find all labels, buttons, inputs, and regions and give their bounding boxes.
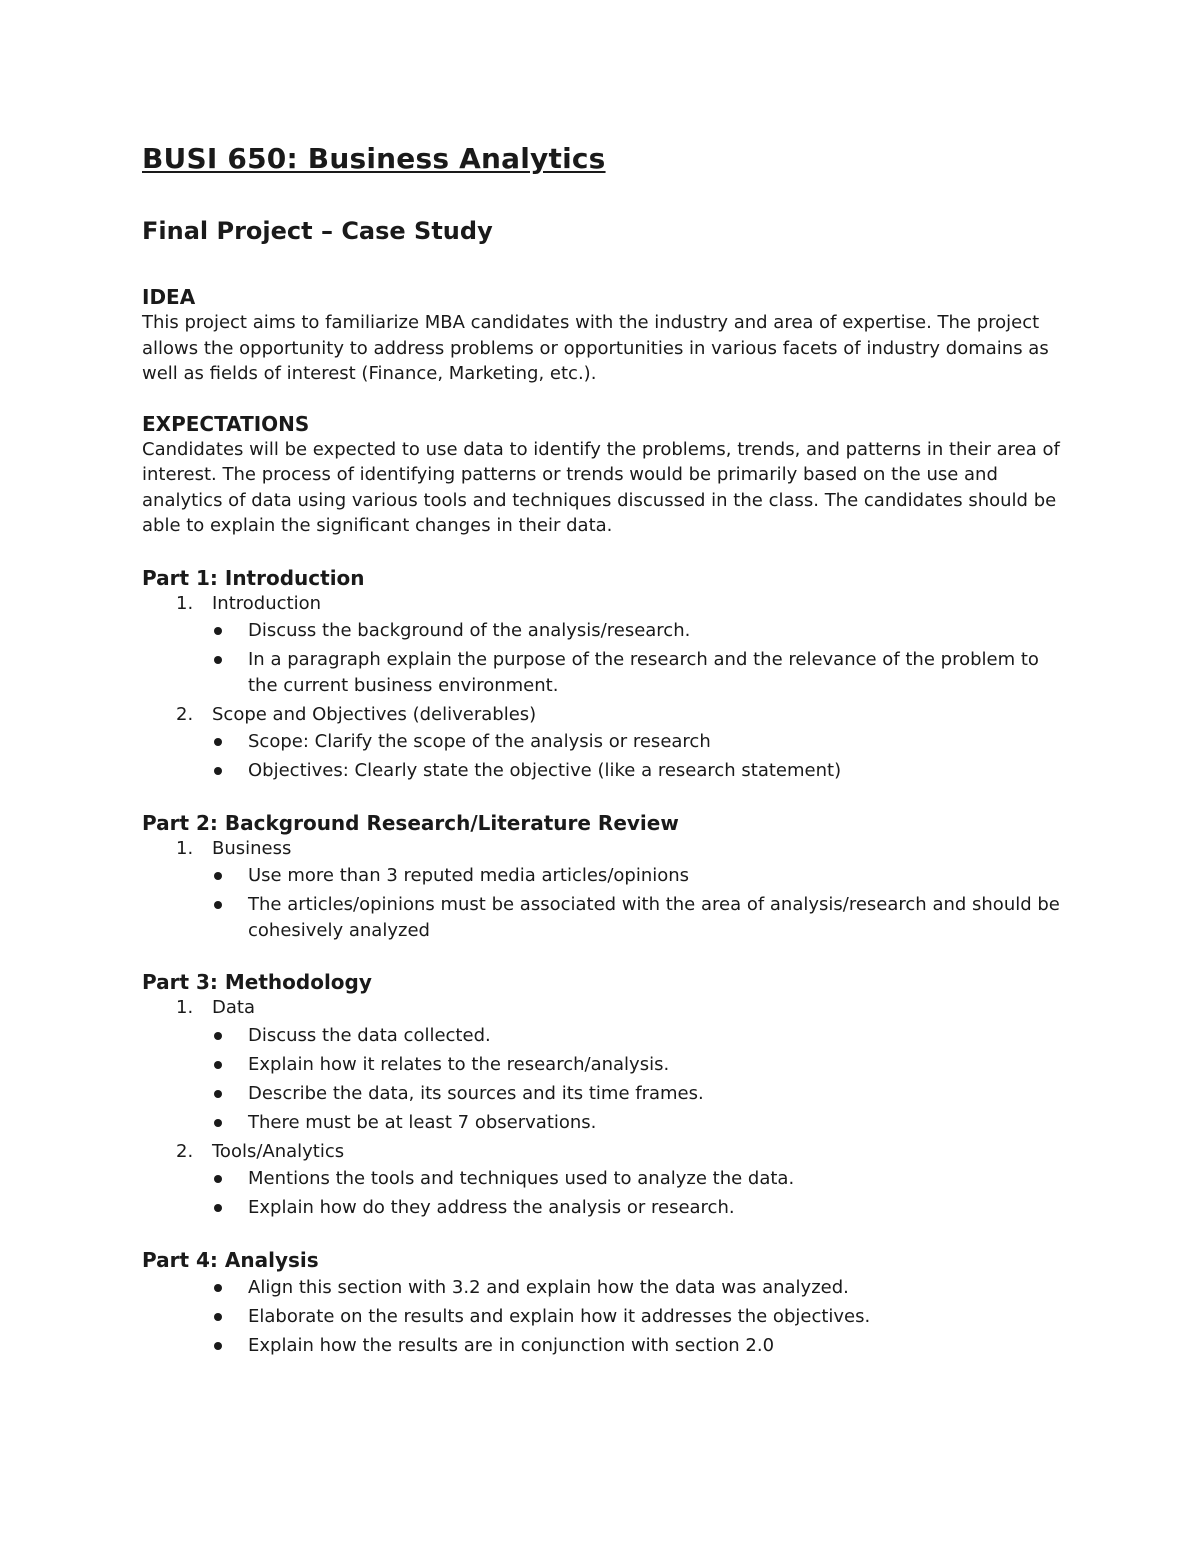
bullet-item: Explain how do they address the analysis or research. xyxy=(212,1195,1060,1221)
list-item-label: Introduction xyxy=(212,592,322,614)
bullet-item: Use more than 3 reputed media articles/opinions xyxy=(212,863,1060,889)
expectations-paragraph: Candidates will be expected to use data to identify the problems, trends, and patterns in their area of interest. The process of identifying patterns or trends would be primarily based on the use and analytics of data using various tools and techniques discussed in the class. The candidates should be able to explain the significant changes in their data. xyxy=(142,438,1060,536)
bullet-item: Elaborate on the results and explain how it addresses the objectives. xyxy=(212,1304,1060,1330)
bullet-item: There must be at least 7 observations. xyxy=(212,1110,1060,1136)
bullet-item: Explain how it relates to the research/analysis. xyxy=(212,1052,1060,1078)
list-item xyxy=(142,836,1060,944)
part4-bullet-list xyxy=(212,1275,1060,1359)
part3-heading: Part 3: Methodology xyxy=(142,970,372,994)
list-item-label: Tools/Analytics xyxy=(212,1140,345,1162)
document-title: BUSI 650: Business Analytics xyxy=(142,142,606,175)
part3-list xyxy=(142,995,1060,1221)
part2-list xyxy=(142,836,1060,944)
bullet-item: Discuss the data collected. xyxy=(212,1023,1060,1049)
bullet-item: Mentions the tools and techniques used to analyze the data. xyxy=(212,1166,1060,1192)
part4-heading: Part 4: Analysis xyxy=(142,1247,319,1272)
bullet-item: Describe the data, its sources and its time frames. xyxy=(212,1081,1060,1107)
bullet-list xyxy=(212,618,1060,698)
bullet-item: In a paragraph explain the purpose of the research and the relevance of the problem to the current business environment. xyxy=(212,647,1060,698)
bullet-item: Discuss the background of the analysis/research. xyxy=(212,618,1060,644)
expectations-heading: EXPECTATIONS xyxy=(142,411,310,436)
idea-paragraph: This project aims to familiarize MBA candidates with the industry and area of expertise. The project allows the opportunity to address problems or opportunities in various facets of industry domains as well as fields of interest (Finance, Marketing, etc.). xyxy=(142,312,1049,384)
bullet-list xyxy=(212,729,1060,784)
list-item-label: Scope and Objectives (deliverables) xyxy=(212,703,537,725)
list-item xyxy=(142,702,1060,784)
list-number: 1. xyxy=(176,837,194,859)
part1-heading: Part 1: Introduction xyxy=(142,565,365,590)
bullet-item: The articles/opinions must be associated with the area of analysis/research and should be cohesively analyzed xyxy=(212,892,1060,943)
bullet-list xyxy=(212,863,1060,943)
bullet-item: Explain how the results are in conjunction with section 2.0 xyxy=(212,1333,1060,1359)
idea-heading: IDEA xyxy=(142,285,196,309)
bullet-item: Scope: Clarify the scope of the analysis or research xyxy=(212,729,1060,755)
list-item-label: Data xyxy=(212,997,255,1018)
part2-heading: Part 2: Background Research/Literature Review xyxy=(142,810,679,835)
bullet-item: Objectives: Clearly state the objective (like a research statement) xyxy=(212,758,1060,784)
list-item-label: Business xyxy=(212,837,292,859)
list-item xyxy=(142,995,1060,1135)
list-item xyxy=(142,591,1060,699)
list-number: 1. xyxy=(176,997,194,1018)
list-number: 2. xyxy=(176,1140,194,1162)
part1-list xyxy=(142,591,1060,784)
bullet-list xyxy=(212,1023,1060,1136)
bullet-list xyxy=(212,1166,1060,1221)
bullet-item: Align this section with 3.2 and explain how the data was analyzed. xyxy=(212,1275,1060,1301)
document-subtitle: Final Project – Case Study xyxy=(142,217,493,245)
list-number: 2. xyxy=(176,703,194,725)
list-item xyxy=(142,1139,1060,1221)
list-number: 1. xyxy=(176,592,194,614)
